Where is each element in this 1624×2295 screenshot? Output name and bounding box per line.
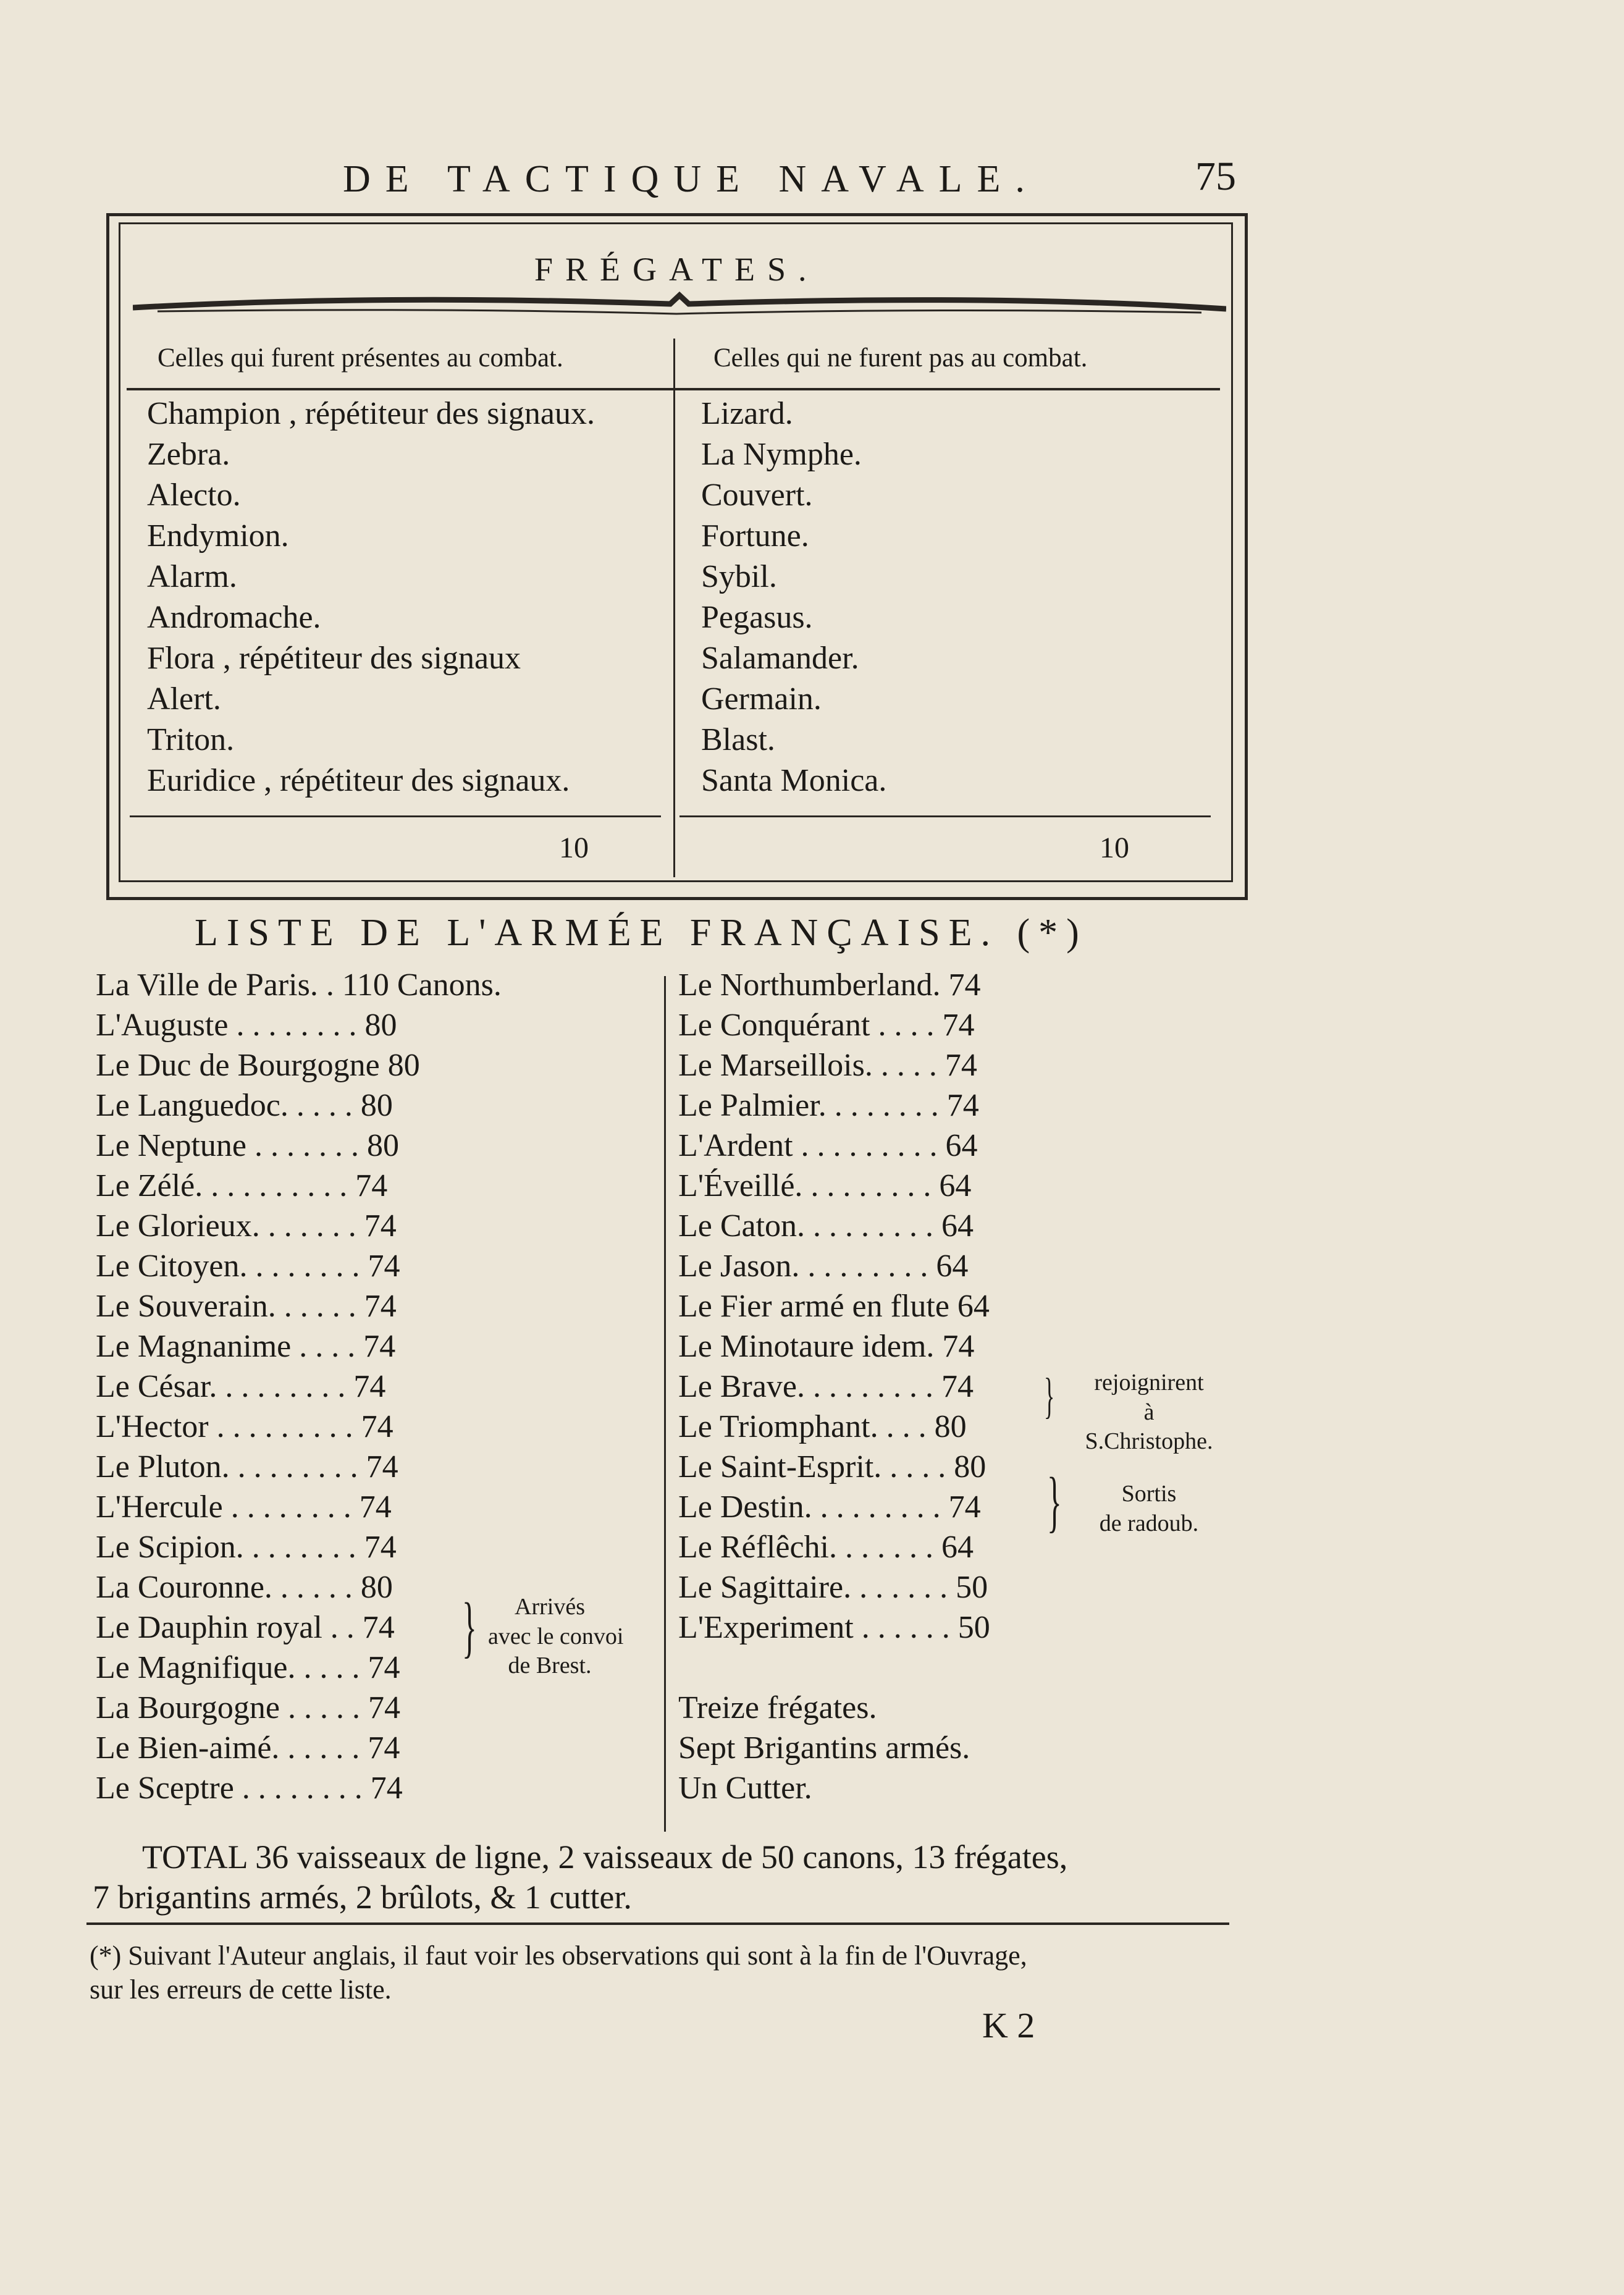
- army-right-row: Le Triomphant. . . . 80: [678, 1409, 967, 1444]
- rejoignirent-note-line: à: [1143, 1399, 1155, 1425]
- present-frigate-item: Alert.: [147, 681, 221, 717]
- arrives-note: [488, 1593, 624, 1681]
- arrives-note-line: de Brest.: [508, 1653, 592, 1678]
- army-right-row: Le Northumberland. 74: [678, 967, 981, 1003]
- army-left-row: La Bourgogne . . . . . 74: [96, 1690, 400, 1725]
- absent-frigate-item: Lizard.: [701, 396, 793, 431]
- sortis-note: [1072, 1480, 1226, 1538]
- army-right-row: Le Jason. . . . . . . . . 64: [678, 1249, 969, 1284]
- army-left-row: L'Hercule . . . . . . . . 74: [96, 1489, 392, 1525]
- rejoignirent-note: [1062, 1368, 1235, 1457]
- absent-total: 10: [1100, 832, 1129, 864]
- army-column-divider: [664, 976, 666, 1832]
- rejoignirent-note-line: S.Christophe.: [1085, 1428, 1213, 1454]
- absent-frigate-item: Germain.: [701, 681, 822, 717]
- army-right-row: Le Conquérant . . . . 74: [678, 1008, 975, 1043]
- army-right-row: Le Saint-Esprit. . . . . 80: [678, 1449, 987, 1484]
- arrives-brace: }: [462, 1589, 477, 1664]
- sortis-note-line: de radoub.: [1099, 1510, 1199, 1536]
- army-left-row: Le César. . . . . . . . . 74: [96, 1369, 386, 1404]
- rejoignirent-brace: }: [1044, 1369, 1055, 1423]
- army-left-row: Le Citoyen. . . . . . . . 74: [96, 1249, 400, 1284]
- footnote-line-2: sur les erreurs de cette liste.: [90, 1974, 392, 2005]
- army-right-row: Sept Brigantins armés.: [678, 1730, 970, 1766]
- fregates-column-divider: [673, 339, 675, 877]
- total-line-2: 7 brigantins armés, 2 brûlots, & 1 cutter.: [93, 1879, 632, 1916]
- page-number: 75: [1195, 154, 1236, 199]
- army-left-row: Le Magnanime . . . . 74: [96, 1329, 396, 1364]
- army-left-row: Le Sceptre . . . . . . . . 74: [96, 1771, 403, 1806]
- army-left-row: Le Neptune . . . . . . . 80: [96, 1128, 400, 1163]
- army-right-row: Le Sagittaire. . . . . . . 50: [678, 1570, 988, 1605]
- army-left-row: Le Souverain. . . . . . 74: [96, 1289, 397, 1324]
- army-right-row: L'Experiment . . . . . . 50: [678, 1610, 990, 1645]
- army-right-row: Le Réflêchi. . . . . . . 64: [678, 1530, 974, 1565]
- present-frigate-item: Champion , répétiteur des signaux.: [147, 396, 595, 431]
- present-frigate-item: Alecto.: [147, 478, 241, 513]
- absent-frigate-item: Fortune.: [701, 518, 809, 554]
- sortis-note-line: Sortis: [1121, 1481, 1177, 1507]
- present-frigate-item: Andromache.: [147, 600, 321, 635]
- army-left-row: Le Glorieux. . . . . . . 74: [96, 1208, 397, 1244]
- army-right-row: Le Palmier. . . . . . . . 74: [678, 1088, 979, 1123]
- absent-frigate-item: Couvert.: [701, 478, 813, 513]
- total-line-1: TOTAL 36 vaisseaux de ligne, 2 vaisseaux de 50 canons, 13 frégates,: [142, 1838, 1068, 1876]
- present-column-header: Celles qui furent présentes au combat.: [158, 343, 563, 373]
- army-right-row: Le Minotaure idem. 74: [678, 1329, 975, 1364]
- army-right-row: Le Brave. . . . . . . . . 74: [678, 1369, 974, 1404]
- arrives-note-line: Arrivés: [515, 1594, 585, 1620]
- left-total-rule: [130, 815, 661, 817]
- footnote-line-1: (*) Suivant l'Auteur anglais, il faut voir les observations qui sont à la fin de l'Ouvrage,: [90, 1940, 1027, 1971]
- present-frigate-item: Triton.: [147, 722, 235, 757]
- present-frigate-item: Euridice , répétiteur des signaux.: [147, 763, 570, 798]
- army-right-row: Le Marseillois. . . . . 74: [678, 1048, 977, 1083]
- army-right-row: Le Caton. . . . . . . . . 64: [678, 1208, 974, 1244]
- present-frigate-item: Zebra.: [147, 437, 230, 472]
- absent-frigate-item: Blast.: [701, 722, 775, 757]
- absent-frigate-item: Pegasus.: [701, 600, 813, 635]
- absent-frigate-item: Sybil.: [701, 559, 777, 594]
- army-right-row: Le Destin. . . . . . . . . 74: [678, 1489, 981, 1525]
- army-left-row: Le Languedoc. . . . . 80: [96, 1088, 393, 1123]
- army-left-row: Le Zélé. . . . . . . . . . 74: [96, 1168, 388, 1203]
- present-frigate-item: Alarm.: [147, 559, 237, 594]
- absent-frigate-item: La Nymphe.: [701, 437, 862, 472]
- army-right-row: Le Fier armé en flute 64: [678, 1289, 990, 1324]
- rejoignirent-note-line: rejoignirent: [1094, 1370, 1204, 1396]
- army-left-row: Le Duc de Bourgogne 80: [96, 1048, 420, 1083]
- army-list-title: LISTE DE L'ARMÉE FRANÇAISE. (*): [195, 912, 1088, 954]
- army-right-row: L'Éveillé. . . . . . . . . 64: [678, 1168, 972, 1203]
- absent-column-header: Celles qui ne furent pas au combat.: [713, 343, 1088, 373]
- army-left-row: L'Hector . . . . . . . . . 74: [96, 1409, 393, 1444]
- absent-frigate-item: Salamander.: [701, 641, 859, 676]
- sortis-brace: }: [1047, 1463, 1062, 1539]
- army-left-row: Le Dauphin royal . . 74: [96, 1610, 395, 1645]
- right-total-rule: [679, 815, 1211, 817]
- ornamental-rule: [133, 290, 1226, 327]
- army-left-row: Le Scipion. . . . . . . . 74: [96, 1530, 397, 1565]
- fregates-title: FRÉGATES.: [534, 251, 819, 288]
- army-left-row: La Couronne. . . . . . 80: [96, 1570, 393, 1605]
- army-right-row: Treize frégates.: [678, 1690, 877, 1725]
- army-right-row: L'Ardent . . . . . . . . . 64: [678, 1128, 978, 1163]
- army-right-row: Un Cutter.: [678, 1771, 812, 1806]
- army-left-row: La Ville de Paris. . 110 Canons.: [96, 967, 502, 1003]
- army-left-row: L'Auguste . . . . . . . . 80: [96, 1008, 397, 1043]
- present-frigate-item: Flora , répétiteur des signaux: [147, 641, 521, 676]
- signature-mark: K 2: [982, 2005, 1035, 2045]
- absent-frigate-item: Santa Monica.: [701, 763, 887, 798]
- arrives-note-line: avec le convoi: [488, 1623, 624, 1649]
- footnote-rule: [86, 1922, 1229, 1925]
- army-left-row: Le Pluton. . . . . . . . . 74: [96, 1449, 398, 1484]
- present-total: 10: [559, 832, 589, 864]
- running-title: DE TACTIQUE NAVALE.: [343, 158, 1040, 200]
- army-left-row: Le Magnifique. . . . . 74: [96, 1650, 400, 1685]
- army-left-row: Le Bien-aimé. . . . . . 74: [96, 1730, 400, 1766]
- present-frigate-item: Endymion.: [147, 518, 289, 554]
